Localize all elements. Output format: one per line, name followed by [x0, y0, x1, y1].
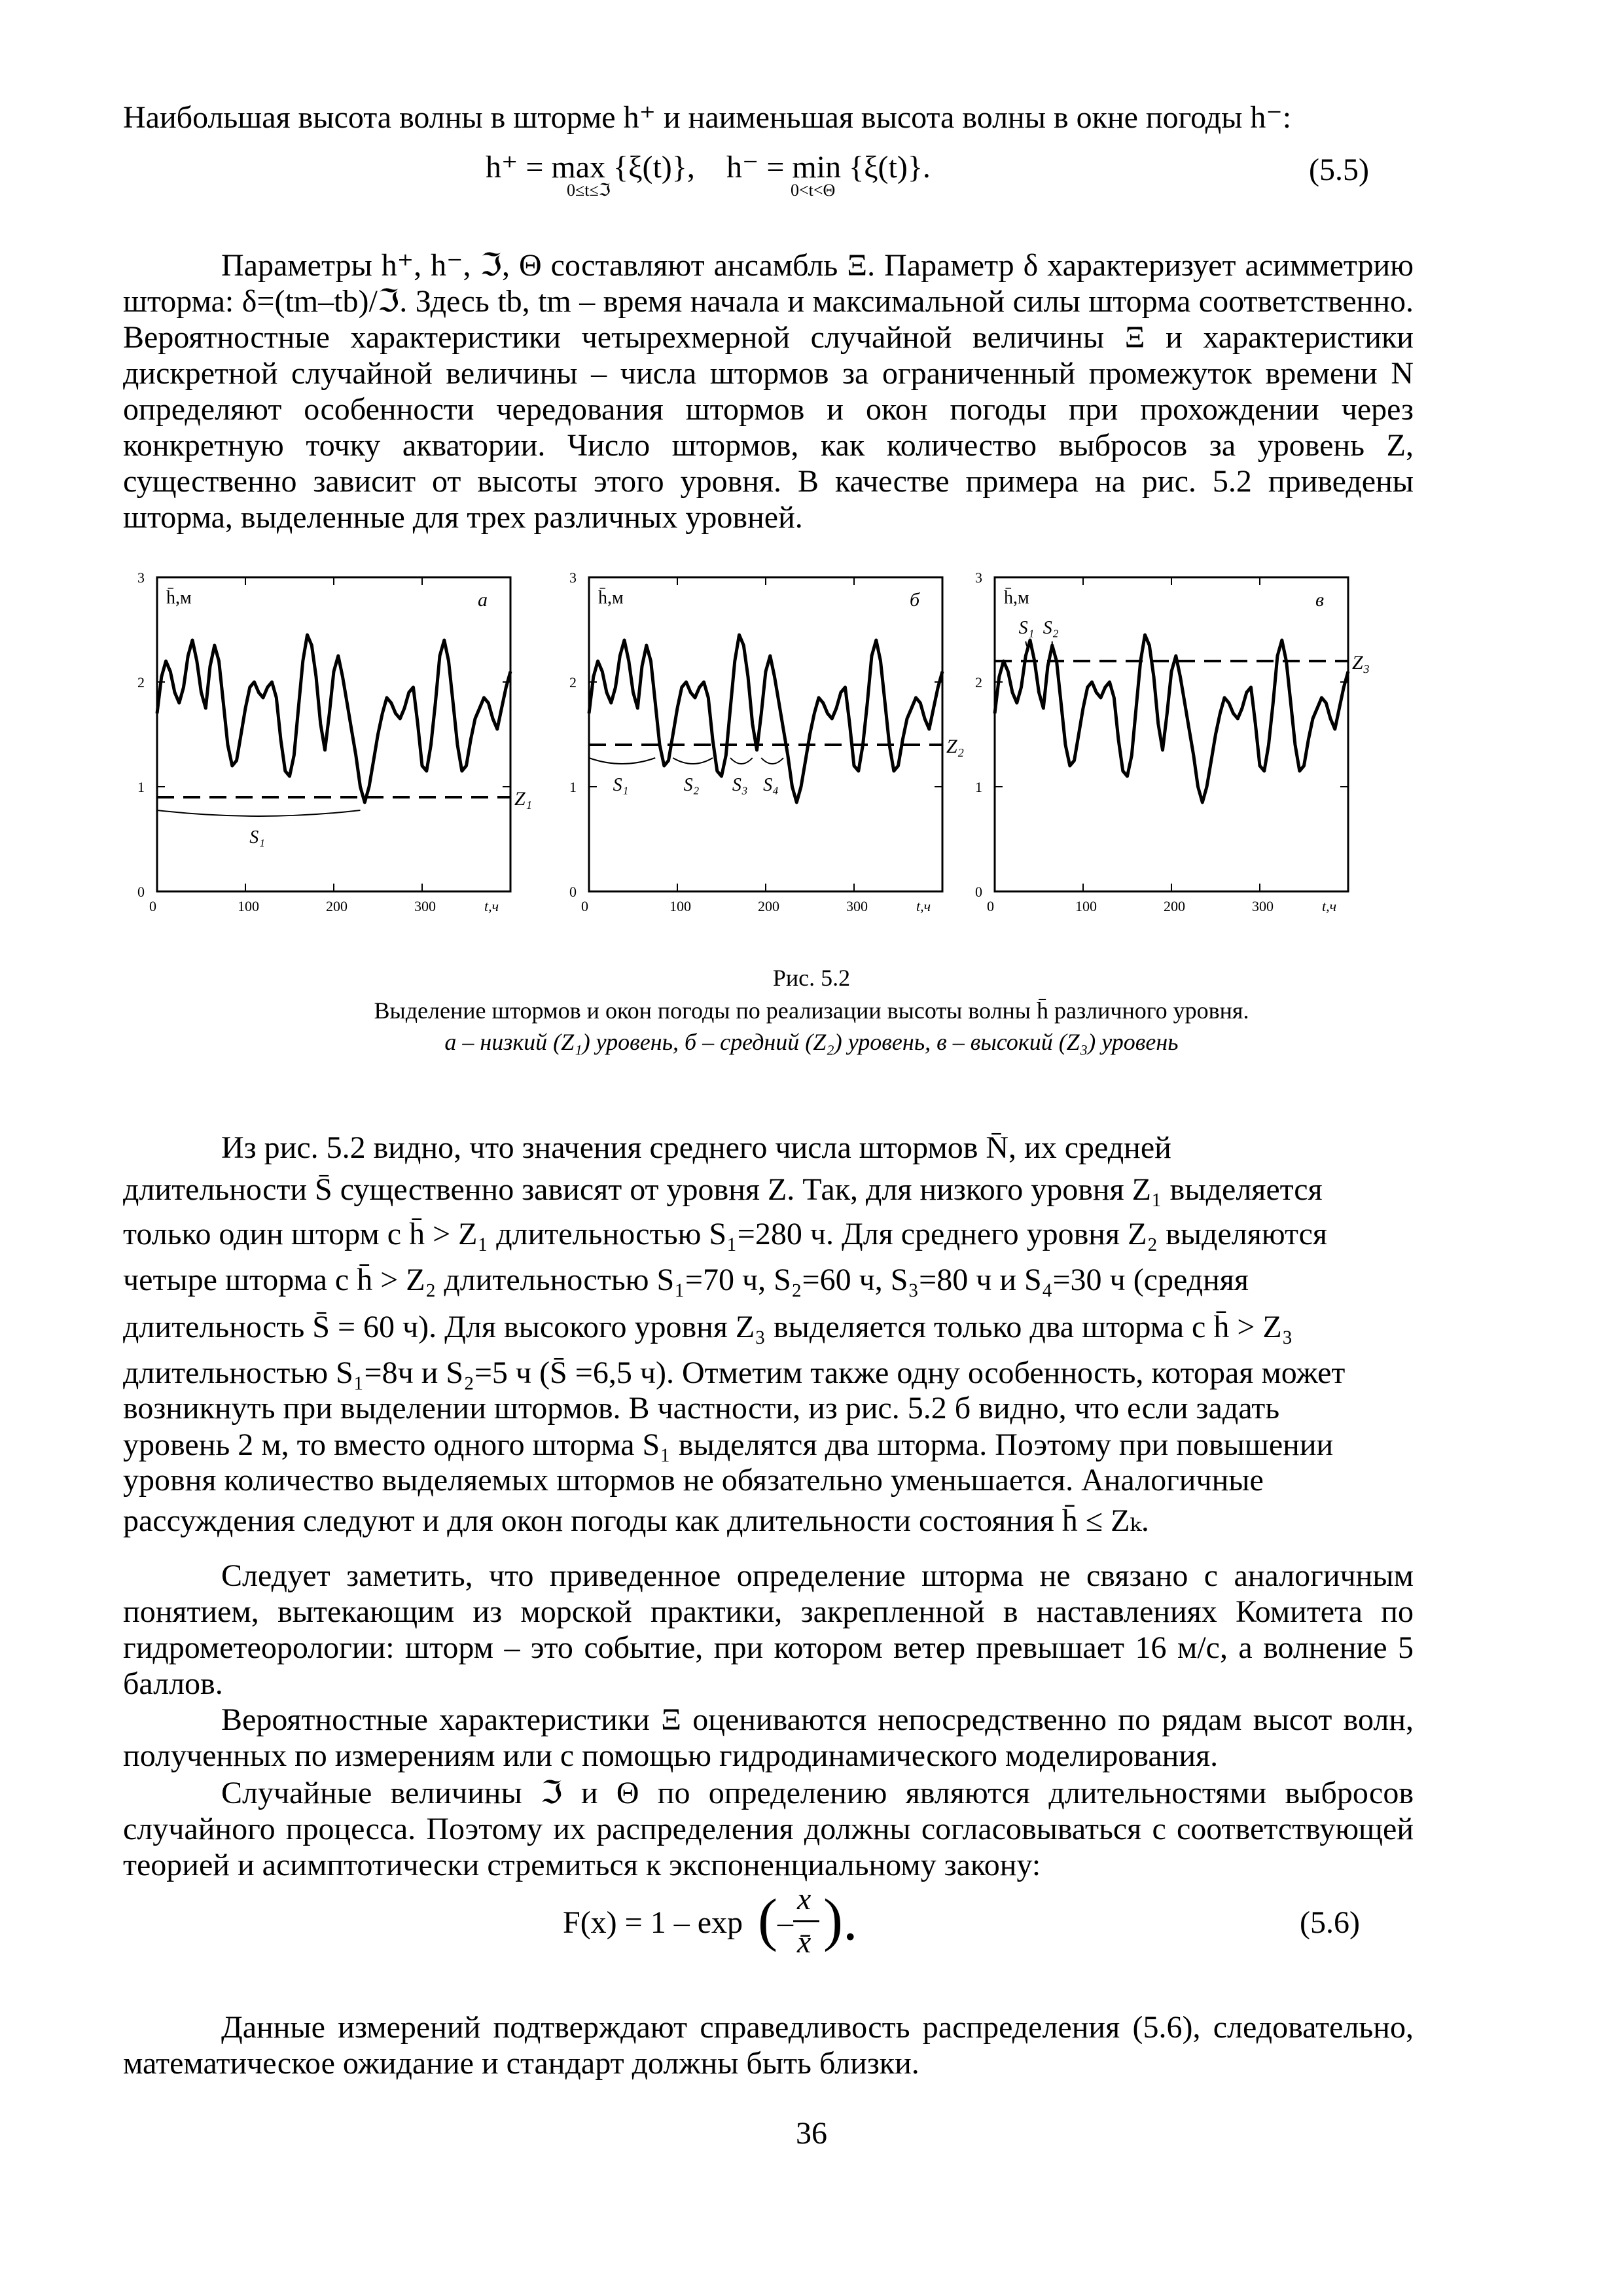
panel-1-xtick-label-0: 0 [149, 898, 156, 914]
equation-5-5-sub1: 0≤t≤ℑ [567, 181, 611, 200]
panel-1-storm-label-1: S₁ [249, 827, 265, 848]
para2-line-6: длительностью S₁=8ч и S₂=5 ч (S̄ =6,5 ч). Отметим также одну особенность, которая может [123, 1355, 1346, 1390]
panel-3-xlabel: t,ч [1322, 898, 1337, 914]
panel-1-ytick-label-1: 1 [137, 779, 145, 795]
figure-caption-line2: а – низкий (Z₁) уровень, б – средний (Z₂) уровень, в – высокий (Z₃) уровень [444, 1029, 1179, 1055]
panel-3-letter: в [1315, 589, 1325, 611]
figure-5-2 [118, 564, 1427, 931]
equation-5-6-denominator: x̄ [797, 1925, 812, 1960]
panel-2-storm-label-1: S₁ [613, 775, 629, 795]
para2-line-3: только один шторм с h̄ > Z₁ длительностью S₁=280 ч. Для среднего уровня Z₂ выделяются [123, 1217, 1327, 1251]
panel-3-xtick-label-0: 0 [987, 898, 994, 914]
figure-caption-line1: Выделение штормов и окон погоды по реализации высоты волны h̄ различного уровня. [374, 997, 1249, 1024]
panel-2-storm-label-4: S₄ [763, 775, 779, 795]
panel-1-ytick-label-2: 2 [137, 674, 145, 691]
para2-line-8: уровень 2 м, то вместо одного шторма S₁ выделятся два шторма. Поэтому при повышении [123, 1427, 1334, 1462]
para2-line-7: возникнуть при выделении штормов. В частности, из рис. 5.2 б видно, что если задать [123, 1391, 1280, 1426]
panel-2-xtick-label-0: 0 [581, 898, 588, 914]
para2-line-4: четыре шторма с h̄ > Z₂ длительностью S₁=70 ч, S₂=60 ч, S₃=80 ч и S₄=30 ч (средняя [123, 1263, 1249, 1297]
equation-5-5-number: (5.5) [1309, 152, 1369, 187]
panel-1-ytick-label-3: 3 [137, 569, 145, 586]
panel-3-storm-label-2: S₂ [1043, 618, 1059, 638]
panel-1-level-label: Z₁ [514, 788, 533, 810]
panel-2-storm-label-3: S₃ [732, 775, 748, 795]
panel-1-xtick-label-200: 200 [326, 898, 348, 914]
panel-3-xtick-label-100: 100 [1075, 898, 1097, 914]
equation-5-5-sub2: 0<t<Θ [791, 181, 836, 200]
panel-3-storm-label-1: S₁ [1018, 618, 1035, 638]
equation-5-5-part1: h⁺ = max {ξ(t)}, [486, 150, 695, 185]
panel-2-storm-brace-3 [730, 758, 753, 764]
panel-2-level-label: Z₂ [946, 736, 965, 757]
equation-5-6-fraction-bar [793, 1920, 819, 1922]
page-number: 36 [796, 2116, 827, 2151]
panel-2-storm-brace-4 [761, 758, 783, 764]
paragraph-estimation: Вероятностные характеристики Ξ оцениваются непосредственно по рядам высот волн, полученных по измерениям или с помощью гидродинамического моделирования. [123, 1702, 1414, 1773]
equation-5-6-number: (5.6) [1300, 1905, 1360, 1940]
panel-1-xlabel: t,ч [484, 898, 499, 914]
equation-5-5-part2: h⁻ = min {ξ(t)}. [726, 150, 931, 185]
panel-2-xtick-label-200: 200 [758, 898, 779, 914]
panel-2-ytick-label-1: 1 [569, 779, 577, 795]
panel-3-ytick-label-0: 0 [975, 884, 982, 900]
equation-5-6-minus: – [777, 1905, 793, 1940]
panel-2-storm-brace-1 [589, 758, 655, 764]
para2-line-2: длительности S̄ существенно зависят от уровня Z. Так, для низкого уровня Z₁ выделяется [123, 1172, 1323, 1207]
equation-5-6-lhs: F(x) = 1 – exp [563, 1905, 743, 1940]
panel-2-ytick-label-0: 0 [569, 884, 577, 900]
panel-3-ytick-label-3: 3 [975, 569, 982, 586]
para2-line-9: уровня количество выделяемых штормов не обязательно уменьшается. Аналогичные [123, 1463, 1264, 1498]
panel-2-xlabel: t,ч [916, 898, 931, 914]
panel-3-ytick-label-1: 1 [975, 779, 982, 795]
equation-5-6-paren-right: ). [823, 1888, 858, 1952]
panel-3-level-label: Z₃ [1352, 652, 1370, 673]
para2-line-1: Из рис. 5.2 видно, что значения среднего числа штормов N̄, их средней [221, 1130, 1171, 1165]
panel-3-ytick-label-2: 2 [975, 674, 982, 691]
equation-5-6-paren-left: ( [758, 1888, 777, 1952]
panel-2-ytick-label-3: 3 [569, 569, 577, 586]
paragraph-parameters: Параметры h⁺, h⁻, ℑ, Θ составляют ансамбль Ξ. Параметр δ характеризует асимметрию шторма: δ=(tm–tb)/ℑ. Здесь tb, tm – время начала и максимальной силы шторма соответственно. Вероятностные характеристики четырехмерной случайной величины Ξ и характеристики дискретной случайной величины – числа штормов за ограниченный промежуток времени N определяют особенности чередования штормов и окон погоды при прохождении через конкретную точку акватории. Число штормов, как количество выбросов за уровень Z, существенно зависит от высоты этого уровня. В качестве примера на рис. 5.2 приведены шторма, выделенные для трех различных уровней. [123, 248, 1414, 535]
equation-5-6-numerator: x [797, 1882, 812, 1916]
figure-label: Рис. 5.2 [772, 965, 851, 991]
panel-3-ylabel: h̄,м [1004, 588, 1029, 608]
intro-line: Наибольшая высота волны в шторме h⁺ и наименьшая высота волны в окне погоды h⁻: [123, 100, 1292, 135]
panel-2-ylabel: h̄,м [598, 588, 624, 608]
panel-3-xtick-label-200: 200 [1164, 898, 1185, 914]
panel-1-xtick-label-100: 100 [238, 898, 259, 914]
paragraph-measurements: Данные измерений подтверждают справедливость распределения (5.6), следовательно, математическое ожидание и стандарт должны быть близки. [123, 2010, 1414, 2081]
panel-1-ytick-label-0: 0 [137, 884, 145, 900]
panel-2-xtick-label-100: 100 [669, 898, 691, 914]
para2-line-10: рассуждения следуют и для окон погоды как длительности состояния h̄ ≤ Zₖ. [123, 1503, 1149, 1538]
panel-1-xtick-label-300: 300 [414, 898, 436, 914]
para2-line-5: длительность S̄ = 60 ч). Для высокого уровня Z₃ выделяется только два шторма с h̄ > Z₃ [123, 1310, 1293, 1344]
panel-1-storm-brace-1 [157, 810, 361, 816]
panel-2-letter: б [910, 589, 920, 611]
panel-2-xtick-label-300: 300 [846, 898, 868, 914]
panel-2-storm-label-2: S₂ [683, 775, 700, 795]
paragraph-random-variables: Случайные величины ℑ и Θ по определению являются длительностями выбросов случайного процесса. Поэтому их распределения должны согласовываться с соответствующей теорией и асимптотически стремиться к экспоненциальному закону: [123, 1776, 1414, 1882]
panel-3-xtick-label-300: 300 [1252, 898, 1274, 914]
paragraph-storm-definition: Следует заметить, что приведенное определение шторма не связано с аналогичным понятием, вытекающим из морской практики, закрепленной в наставлениях Комитета по гидрометеорологии: шторм – это событие, при котором ветер превышает 16 м/с, а волнение 5 баллов. [123, 1558, 1414, 1701]
panel-2-storm-brace-2 [673, 758, 713, 764]
panel-2-ytick-label-2: 2 [569, 674, 577, 691]
panel-1-ylabel: h̄,м [166, 588, 192, 608]
panel-1-letter: а [478, 589, 488, 611]
panel-1-series-line [157, 635, 510, 802]
